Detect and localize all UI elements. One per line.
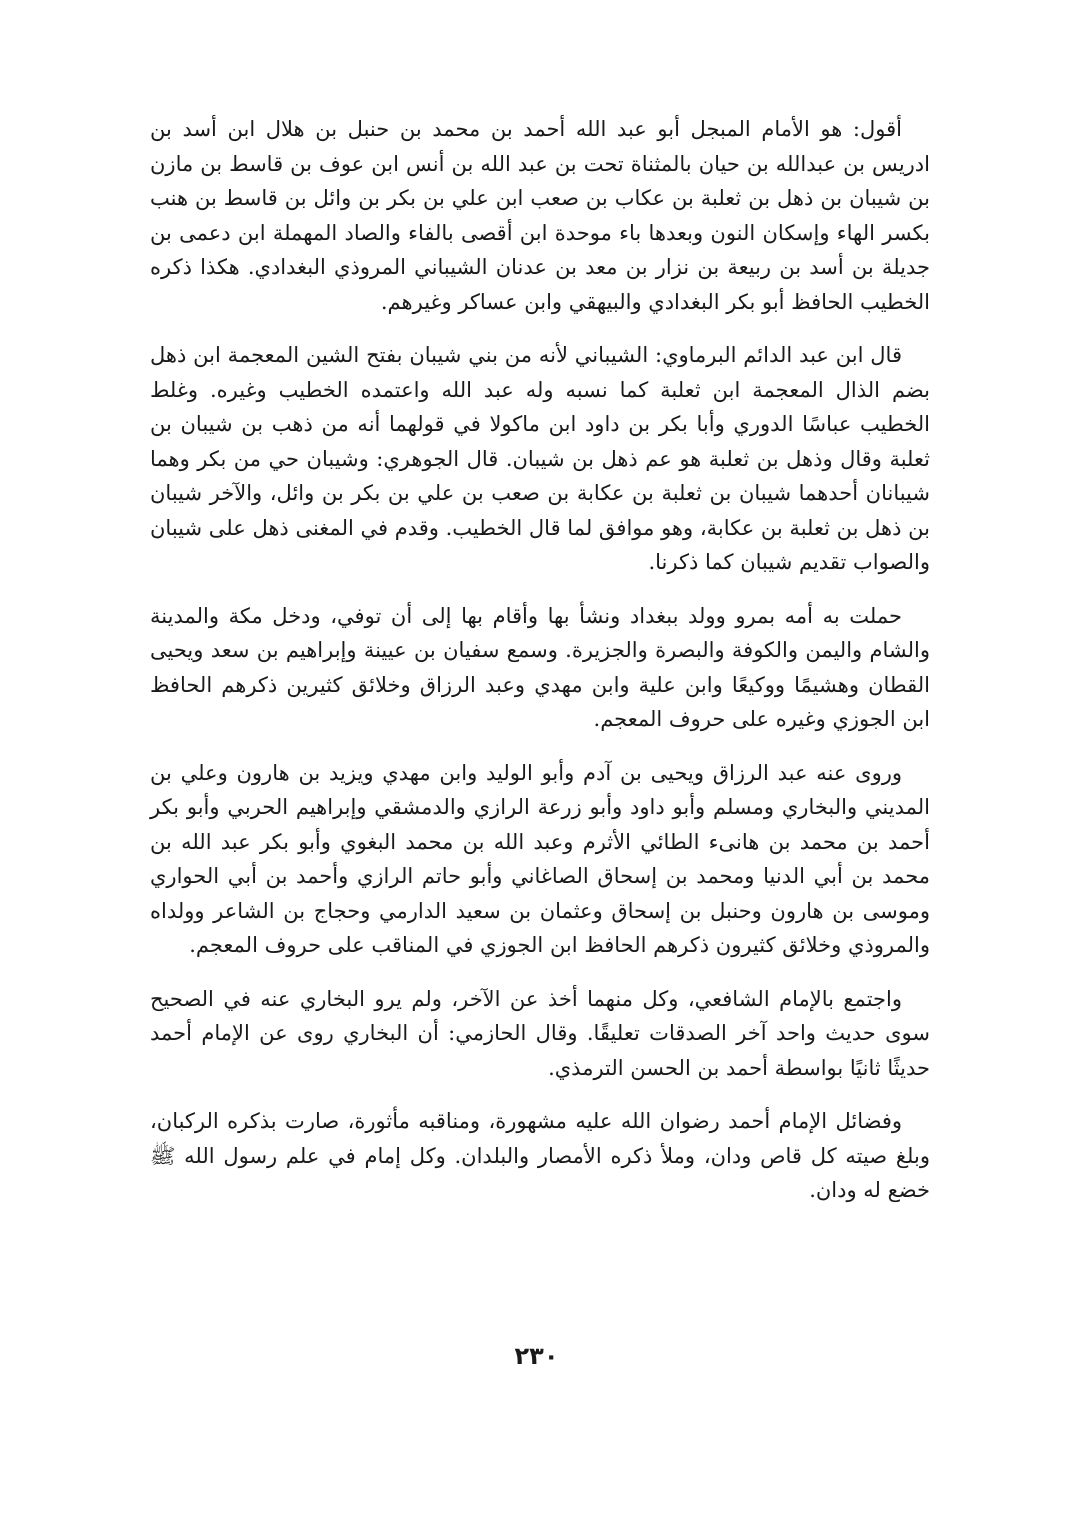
paragraph-shafii: واجتمع بالإمام الشافعي، وكل منهما أخذ عن الآخر، ولم يرو البخاري عنه في الصحيح سوى حديث واحد آخر الصدقات تعليقًا. وقال الحازمي: أن البخاري روى عن الإمام أحمد حديثًا ثانيًا بواسطة أحمد بن الحسن الترمذي.	[150, 986, 930, 1080]
paragraph-shaybani: قال ابن عبد الدائم البرماوي: الشيباني لأنه من بني شيبان بفتح الشين المعجمة ابن ذهل بضم الذال المعجمة ابن ثعلبة كما نسبه وله عبد الله واعتمده الخطيب وغيره. وغلط الخطيب عباسًا الدوري وأبا بكر بن داود ابن ماكولا في قولهما أنه من ذهب بن شيبان بن ثعلبة وقال وذهل بن ثعلبة هو عم ذهل بن شيبان. قال الجوهري: وشيبان حي من بكر وهما شيبانان أحدهما شيبان بن ثعلبة بن عكابة بن صعب بن علي بن بكر بن وائل، والآخر شيبان بن ذهل بن ثعلبة بن عكابة، وهو موافق لما قال الخطيب. وقدم في المغنى ذهل على شيبان والصواب تقديم شيبان كما ذكرنا.	[150, 343, 930, 574]
page-body	[150, 112, 930, 1227]
page-number: ٢٣٠	[514, 1342, 559, 1370]
paragraph-students: وروى عنه عبد الرزاق ويحيى بن آدم وأبو الوليد وابن مهدي ويزيد بن هارون وعلي بن المديني والبخاري ومسلم وأبو داود وأبو زرعة الرازي والدمشقي وإبراهيم الحربي وأبو بكر أحمد بن محمد بن هانىء الطائي الأثرم وعبد الله بن محمد البغوي وأبو بكر عبد الله بن محمد بن أبي الدنيا ومحمد بن إسحاق الصاغاني وأبو حاتم الرازي وأحمد بن أبي الحواري وموسى بن هارون وحنبل بن إسحاق وعثمان بن سعيد الدارمي وحجاج بن الشاعر وولداه والمروذي وخلائق كثيرون ذكرهم الحافظ ابن الجوزي في المناقب على حروف المعجم.	[150, 760, 931, 957]
paragraph-birth-and-teachers: حملت به أمه بمرو وولد ببغداد ونشأ بها وأقام بها إلى أن توفي، ودخل مكة والمدينة والشام واليمن والكوفة والبصرة والجزيرة. وسمع سفيان بن عيينة وإبراهيم بن سعد ويحيى القطان وهشيمًا ووكيعًا وابن علية وابن مهدي وعبد الرزاق وخلائق كثيرين ذكرهم الحافظ ابن الجوزي وغيره على حروف المعجم.	[150, 603, 930, 731]
paragraph-lineage: أقول: هو الأمام المبجل أبو عبد الله أحمد بن محمد بن حنبل بن هلال ابن أسد بن ادريس بن عبدالله بن حيان بالمثناة تحت بن عبد الله بن أنس ابن عوف بن قاسط بن مازن بن شيبان بن ذهل بن ثعلبة بن عكاب بن صعب ابن علي بن بكر بن وائل بن قاسط بن هنب بكسر الهاء وإسكان النون وبعدها باء موحدة ابن أقصى بالفاء والصاد المهملة ابن دعمى بن جديلة بن أسد بن ربيعة بن نزار بن معد بن عدنان الشيباني المروذي البغدادي. هكذا ذكره الخطيب الحافظ أبو بكر البغدادي والبيهقي وابن عساكر وغيرهم.	[150, 117, 930, 314]
paragraph-virtues: وفضائل الإمام أحمد رضوان الله عليه مشهورة، ومناقبه مأثورة، صارت بذكره الركبان، وبلغ صيته كل قاص ودان، وملأ ذكره الأمصار والبلدان. وكل إمام في علم رسول الله ﷺ خضع له ودان.	[150, 1109, 930, 1202]
